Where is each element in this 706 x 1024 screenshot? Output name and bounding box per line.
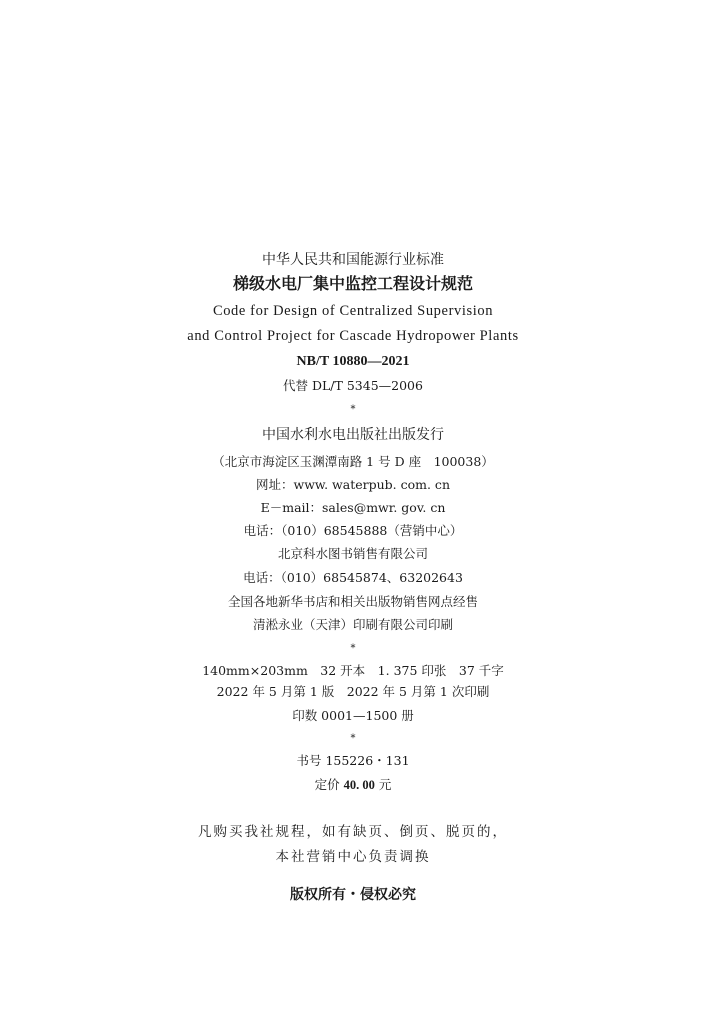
- separator-star: *: [350, 643, 356, 654]
- bookstore-name: 北京科水图书销售有限公司: [277, 546, 428, 561]
- copyright-notice: 版权所有・侵权必究: [290, 887, 416, 903]
- standard-code: NB/T 10880—2021: [296, 354, 410, 369]
- edition-info: 2022 年 5 月第 1 版 2022 年 5 月第 1 次印刷: [216, 684, 490, 699]
- distribution-note: 全国各地新华书店和相关出版物销售网点经售: [227, 594, 478, 609]
- publisher-website: 网址：www. waterpub. com. cn: [256, 477, 450, 492]
- replaces-note: 代替 DL/T 5345—2006: [283, 378, 423, 393]
- title-chinese: 梯级水电厂集中监控工程设计规范: [232, 274, 473, 293]
- defect-notice-line1: 凡购买我社规程，如有缺页、倒页、脱页的，: [198, 824, 508, 840]
- defect-notice-line2: 本社营销中心负责调换: [275, 849, 431, 865]
- standard-type: 中华人民共和国能源行业标准: [262, 252, 444, 268]
- separator-star: *: [350, 733, 356, 744]
- price-unit: 元: [374, 777, 392, 792]
- price: [0, 779, 706, 792]
- format-spec: 140mm×203mm 32 开本 1. 375 印张 37 千字: [202, 663, 504, 678]
- title-english-line1: Code for Design of Centralized Supervision: [212, 303, 494, 319]
- bookstore-telephone: 电话：（010）68545874、63202643: [243, 570, 463, 585]
- printer-name: 清淞永业（天津）印刷有限公司印刷: [252, 617, 453, 632]
- price-value: 40. 00: [343, 778, 375, 792]
- publisher-name: 中国水利水电出版社出版发行: [262, 427, 444, 443]
- publisher-email: E－mail：sales@mwr. gov. cn: [260, 500, 446, 515]
- book-number: 书号 155226・131: [296, 753, 410, 768]
- title-english-line2: and Control Project for Cascade Hydropower Plants: [187, 328, 519, 344]
- publisher-telephone: 电话：（010）68545888（营销中心）: [243, 523, 463, 538]
- publisher-address: （北京市海淀区玉渊潭南路 1 号 D 座 100038）: [212, 454, 494, 469]
- separator-star: *: [350, 404, 356, 415]
- price-label: 定价: [314, 777, 344, 792]
- print-run: 印数 0001—1500 册: [292, 708, 414, 723]
